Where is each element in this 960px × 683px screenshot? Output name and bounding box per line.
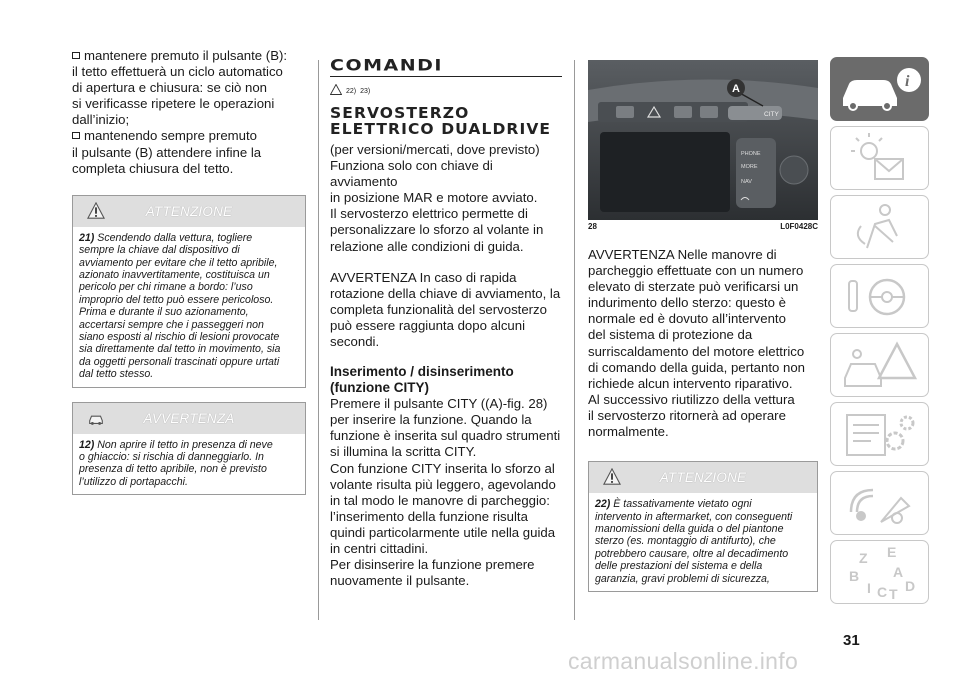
paragraph-line: Per disinserire la funzione premere [330, 557, 535, 573]
index-letter: B [849, 568, 860, 584]
paragraph-city [330, 396, 562, 589]
tab-index[interactable] [830, 540, 929, 604]
figure-number: 28 [588, 222, 597, 231]
index-letter: Z [859, 550, 868, 566]
note-number: 12) [79, 438, 95, 451]
attenzione-title: ATTENZIONE [145, 203, 233, 219]
callout-a-label: A [732, 83, 740, 95]
paragraph-line: il servosterzo ritornerà ad operare [588, 407, 786, 423]
paragraph-line: volante risulta più leggero, agevolando [330, 476, 556, 492]
dashboard-illustration [588, 60, 818, 220]
note-line [595, 511, 811, 523]
checkbox-bullet-icon [72, 132, 80, 139]
city-button-label: CITY [764, 111, 779, 118]
paragraph-servosterzo [330, 142, 562, 255]
column-divider [318, 60, 319, 620]
note-line [79, 343, 299, 355]
note-text: Scendendo dalla vettura, togliere [97, 231, 253, 244]
tab-starting-driving[interactable] [830, 264, 929, 328]
nav-label: NAV [741, 179, 752, 185]
warning-triangle-icon [603, 468, 621, 486]
car-info-icon [831, 58, 930, 122]
paragraph-line: l’inserimento della funzione risulta [330, 508, 528, 524]
paragraph-line: in posizione MAR e motore avviato. [330, 190, 538, 206]
index-letter: I [867, 580, 871, 596]
warning-lights-icon [831, 127, 930, 191]
note-text: accertarsi sempre che i passeggeri non [79, 318, 264, 331]
tab-maintenance[interactable] [830, 402, 929, 466]
emergency-triangle-icon [831, 334, 930, 398]
index-letter: E [887, 544, 897, 560]
tab-emergency[interactable] [830, 333, 929, 397]
index-letters-icon [831, 541, 930, 605]
paragraph-line: secondi. [330, 334, 380, 350]
column-right [588, 60, 818, 592]
note-line [595, 498, 811, 510]
intro-line: di apertura e chiusura: se ciò non [72, 80, 267, 96]
paragraph-line: surriscaldamento del motore elettrico [588, 343, 805, 359]
avvertenza-title: AVVERTENZA [143, 410, 235, 426]
figure-caption [588, 222, 818, 231]
index-letter: T [889, 586, 898, 602]
avvertenza-text [79, 439, 299, 489]
more-label: MORE [741, 164, 758, 170]
multimedia-icon [831, 472, 930, 536]
attenzione-text [595, 498, 811, 585]
avvertenza-box-12 [72, 402, 306, 496]
note-text: dal tetto stesso. [79, 368, 154, 381]
column-divider [574, 60, 575, 620]
tab-safety[interactable] [830, 195, 929, 259]
note-text: garanzia, gravi problemi di sicurezza, [595, 572, 770, 585]
note-text: sempre la chiave dal dispositivo di [79, 244, 240, 257]
note-text: Prima e durante il suo azionamento, [79, 306, 249, 319]
paragraph-avvertenza-manovre [588, 247, 818, 440]
note-line [79, 451, 299, 463]
paragraph-line: Il servosterzo elettrico permette di [330, 206, 528, 222]
intro-line: mantenendo sempre premuto [84, 128, 258, 144]
note-line [79, 306, 299, 318]
note-line [595, 560, 811, 572]
note-text: o ghiaccio: si rischia di danneggiarlo. In [79, 451, 264, 464]
note-text: potrebbero causare, oltre al decadimento [595, 547, 789, 560]
avvertenza-body [73, 434, 305, 495]
figure-28-photo [588, 60, 818, 220]
note-line [79, 269, 299, 281]
paragraph-line: elevato di sterzate può verificarsi un [588, 279, 799, 295]
phone-label: PHONE [741, 151, 761, 157]
paragraph-line: indurimento dello sterzo: questo è [588, 295, 786, 311]
subheading-line: SERVOSTERZO [330, 104, 470, 122]
intro-text [72, 48, 306, 177]
note-text: l’utilizzo di portapacchi. [79, 475, 188, 488]
paragraph-line: Con funzione CITY inserita lo sforzo al [330, 460, 555, 476]
paragraph-line: in centri cittadini. [330, 540, 429, 556]
text-line [72, 96, 306, 112]
svg-text:i: i [905, 73, 910, 90]
paragraph-line: del sistema di protezione da [588, 327, 753, 343]
text-line [72, 112, 306, 128]
note-text: da oggetti personali trascinati oppure urtati [79, 355, 280, 368]
note-line [79, 281, 299, 293]
ref-23: 23) [360, 88, 371, 95]
note-text: intervento in aftermarket, con conseguenti [595, 510, 793, 523]
checkbox-bullet-icon [72, 52, 80, 59]
text-line [72, 145, 306, 161]
car-warning-icon [87, 409, 105, 427]
index-letter: C [877, 584, 888, 600]
text-line [72, 161, 306, 177]
note-text: sia direttamente dal tetto in movimento, sia [79, 343, 281, 356]
note-text: manomissioni della guida o del piantone [595, 522, 784, 535]
note-number: 22) [595, 498, 611, 511]
warning-triangle-icon [87, 202, 105, 220]
note-line [79, 232, 299, 244]
attenzione-box-header [589, 462, 817, 493]
intro-line: il tetto effettuerà un ciclo automatico [72, 64, 283, 80]
maintenance-icon [831, 403, 930, 467]
note-text: presenza di tetto apribile, non è previsto [79, 463, 267, 476]
intro-line: completa chiusura del tetto. [72, 160, 234, 176]
paragraph-line: completa funzionalità del servosterzo [330, 301, 547, 317]
note-line [79, 244, 299, 256]
section-city-line: (funzione CITY) [330, 380, 429, 396]
note-text: improprio del tetto può essere pericoloso. [79, 293, 274, 306]
paragraph-line: normalmente. [588, 424, 669, 440]
section-city-line: Inserimento / disinserimento [330, 364, 514, 380]
note-line [595, 523, 811, 535]
attenzione-text [79, 232, 299, 381]
note-line [79, 368, 299, 380]
paragraph-line: relazione alle condizioni di guida. [330, 238, 524, 254]
note-line [79, 356, 299, 368]
attenzione-box-21 [72, 195, 306, 388]
intro-line: si verificasse ripetere le operazioni [72, 96, 275, 112]
paragraph-line: normale ed è dovuto all’intervento [588, 311, 786, 327]
column-left [72, 48, 306, 495]
paragraph-line: Premere il pulsante CITY ((A)-fig. 28) [330, 396, 548, 412]
subheading-servosterzo [330, 105, 562, 137]
tab-multimedia[interactable] [830, 471, 929, 535]
note-text: azionato inavvertitamente, costituisca un [79, 268, 270, 281]
attenzione-body [73, 227, 305, 387]
warning-refs [330, 83, 562, 95]
bullet-item [72, 48, 306, 64]
paragraph-line: parcheggio effettuate con un numero [588, 263, 804, 279]
paragraph-avvertenza [330, 270, 562, 350]
section-heading-comandi: COMANDI [330, 56, 443, 75]
note-text: È tassativamente vietato ogni [613, 498, 752, 511]
note-text: pericolo per chi rimane a bordo: l’uso [79, 281, 253, 294]
note-line [79, 439, 299, 451]
intro-line: mantenere premuto il pulsante (B): [84, 48, 288, 63]
paragraph-line: in tal modo le manovre di parcheggio: [330, 492, 550, 508]
tab-warning-lights[interactable] [830, 126, 929, 190]
text-line [72, 80, 306, 96]
note-text: Non aprire il tetto in presenza di neve [97, 438, 273, 451]
attenzione-box-22 [588, 461, 818, 592]
intro-line: dall’inizio; [72, 112, 130, 128]
paragraph-line: Al successivo riutilizzo della vettura [588, 391, 795, 407]
section-city [330, 364, 562, 396]
text-line [72, 64, 306, 80]
note-text: siano esposti al rischio di lesioni provocate [79, 331, 280, 343]
note-text: avviamento per evitare che il tetto apribile, [79, 256, 278, 269]
paragraph-line: di comando della guida, pertanto non [588, 359, 806, 375]
note-line [595, 548, 811, 560]
intro-line: il pulsante (B) attendere infine la [72, 144, 262, 160]
subheading-line: ELETTRICO DUALDRIVE [330, 120, 552, 138]
note-line [79, 294, 299, 306]
note-line [595, 535, 811, 547]
note-line [79, 319, 299, 331]
index-letter: D [905, 578, 916, 594]
attenzione-body [589, 493, 817, 591]
note-line [595, 573, 811, 585]
paragraph-line: per inserire la funzione. Quando la [330, 412, 532, 428]
chapter-tabs [830, 57, 929, 609]
attenzione-title: ATTENZIONE [659, 470, 747, 486]
bullet-item [72, 128, 306, 144]
paragraph-line: AVVERTENZA Nelle manovre di [588, 247, 777, 262]
note-line [79, 476, 299, 488]
attenzione-box-header [73, 196, 305, 227]
paragraph-line: Funziona solo con chiave di avviamento [330, 158, 493, 190]
paragraph-line: rotazione della chiave di avviamento, la [330, 285, 561, 301]
watermark: carmanualsonline.info [568, 648, 799, 674]
avvertenza-box-header [73, 403, 305, 434]
paragraph-line: personalizzare lo sforzo al volante in [330, 222, 544, 238]
tab-car-info[interactable] [830, 57, 929, 121]
starting-driving-icon [831, 265, 930, 329]
paragraph-line: nuovamente il pulsante. [330, 573, 470, 589]
note-text: sterzo (es. montaggio di antifurto), che [595, 535, 776, 548]
paragraph-line: richiede alcun intervento riparativo. [588, 375, 793, 391]
safety-airbag-icon [831, 196, 930, 260]
warning-ref-icon [330, 84, 342, 95]
index-letter: A [893, 564, 904, 580]
paragraph-line: AVVERTENZA In caso di rapida [330, 269, 517, 285]
note-number: 21) [79, 231, 95, 244]
figure-code: L0F0428C [780, 222, 818, 231]
page-number: 31 [843, 632, 860, 649]
paragraph-line: può essere raggiunta dopo alcuni [330, 317, 526, 333]
paragraph-line: quindi particolarmente utile nella guida [330, 524, 556, 540]
paragraph-line: si illumina la scritta CITY. [330, 444, 477, 460]
note-line [79, 257, 299, 269]
paragraph-line: (per versioni/mercati, dove previsto) [330, 142, 540, 157]
column-middle [330, 56, 562, 589]
paragraph-line: funzione è inserita sul quadro strumenti [330, 428, 561, 444]
heading-rule [330, 76, 562, 77]
note-line [79, 331, 299, 343]
ref-22: 22) [346, 88, 357, 95]
note-line [79, 463, 299, 475]
note-text: delle prestazioni del sistema e della [595, 560, 763, 573]
